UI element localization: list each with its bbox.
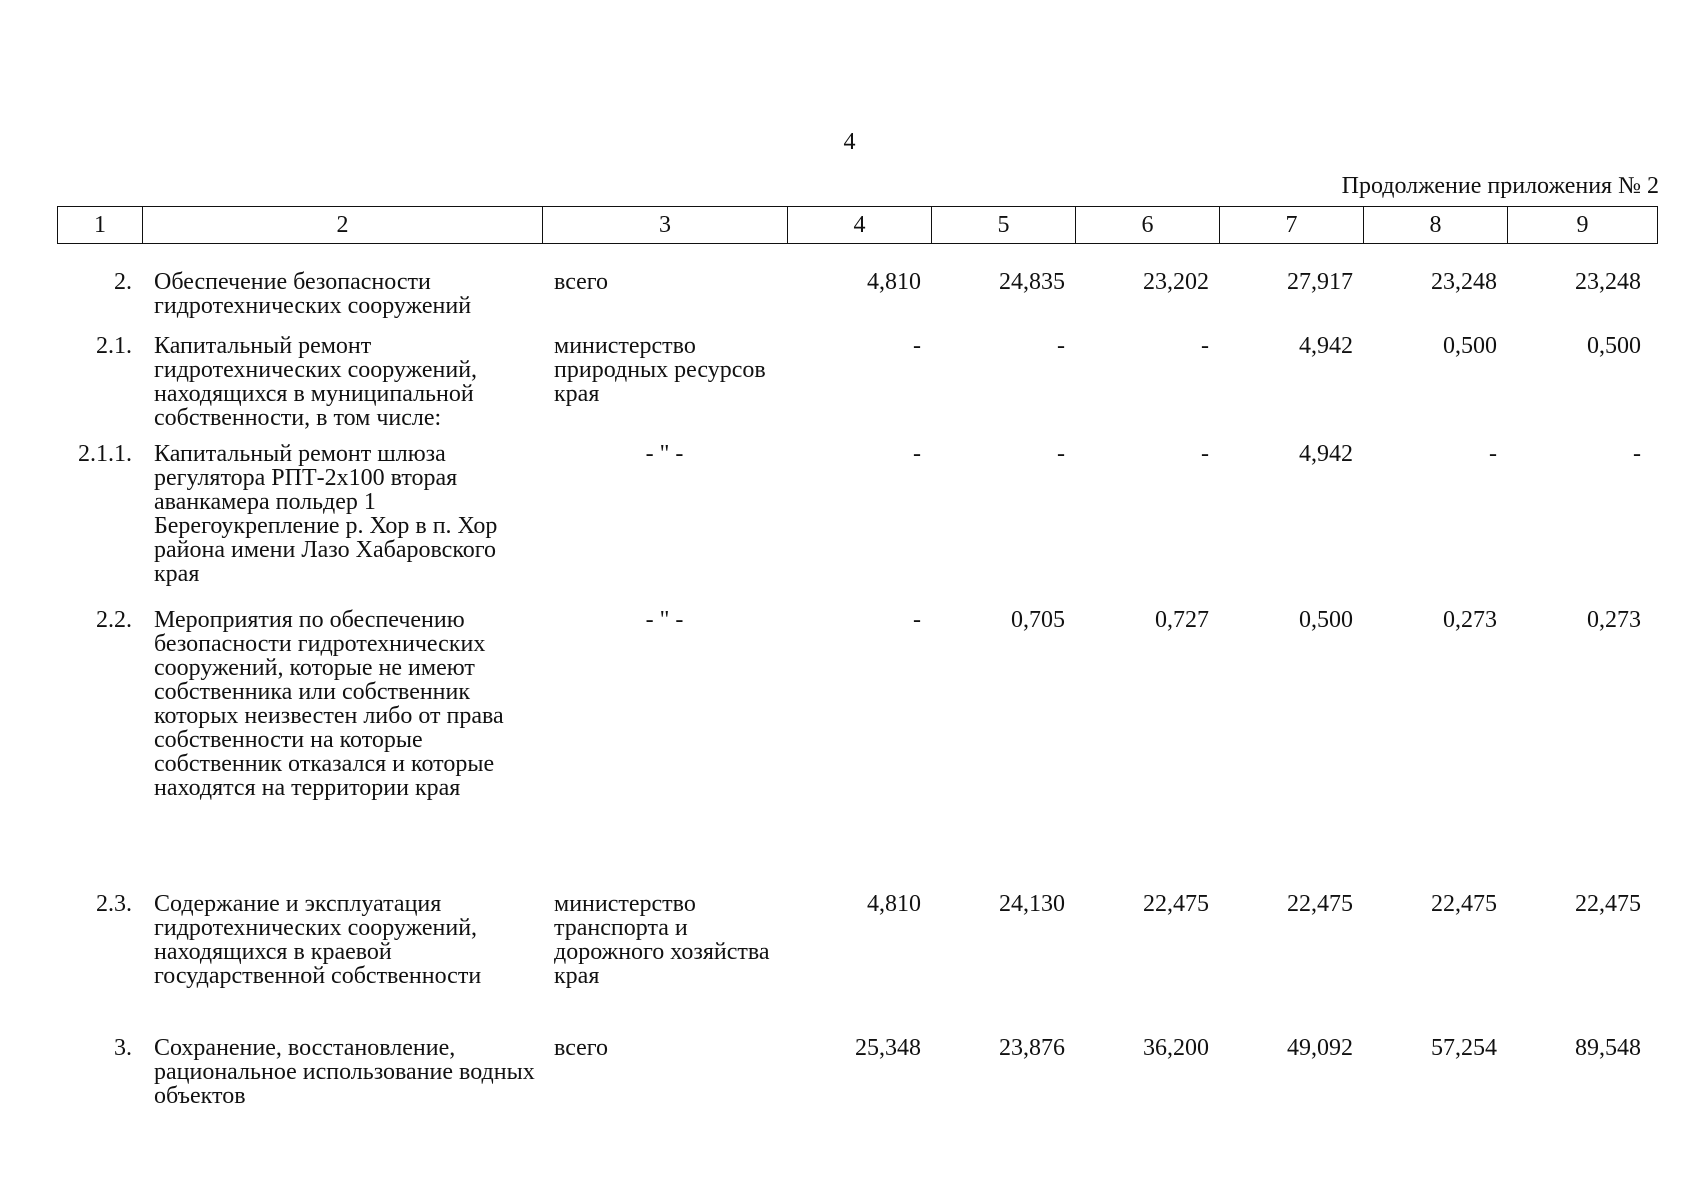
row-number: 2.1.: [96, 333, 132, 359]
row-value: -: [1057, 441, 1065, 467]
table-row: [57, 608, 1657, 892]
column-header: 5: [932, 207, 1076, 244]
row-value: -: [1057, 333, 1065, 359]
column-header: 8: [1364, 207, 1508, 244]
column-header: 3: [543, 207, 788, 244]
table-row: [57, 442, 1657, 608]
column-header: 6: [1076, 207, 1220, 244]
row-value: -: [1633, 441, 1641, 467]
row-value: 27,917: [1287, 269, 1353, 295]
row-value: 36,200: [1143, 1035, 1209, 1061]
row-value: 0,727: [1155, 607, 1209, 633]
table-row: [57, 270, 1657, 334]
row-name: Содержание и эксплуатация гидротехнических сооружений, находящихся в краевой государственной собственности: [154, 891, 482, 989]
row-value: -: [1489, 441, 1497, 467]
row-value: 22,475: [1431, 891, 1497, 917]
row-value: 89,548: [1575, 1035, 1641, 1061]
row-name: Мероприятия по обеспечению безопасности гидротехнических сооружений, которые не имеют собственника или собственник которых неизвестен либо от права собственности на которые собственник отказался и которые находятся на территории края: [154, 607, 504, 801]
column-header: 7: [1220, 207, 1364, 244]
row-value: 4,942: [1299, 333, 1353, 359]
row-value: 23,202: [1143, 269, 1209, 295]
continuation-label: Продолжение приложения № 2: [1341, 173, 1659, 199]
row-number: 2.2.: [96, 607, 132, 633]
row-number: 2.3.: [96, 891, 132, 917]
table-body: [57, 270, 1657, 1116]
row-value: -: [913, 441, 921, 467]
row-name: Сохранение, восстановление, рациональное использование водных объектов: [154, 1035, 535, 1109]
row-executor: - " -: [645, 607, 684, 633]
row-value: 22,475: [1575, 891, 1641, 917]
row-name: Капитальный ремонт гидротехнических сооружений, находящихся в муниципальной собственности, в том числе:: [154, 333, 478, 431]
row-number: 2.: [114, 269, 132, 295]
row-value: 0,273: [1443, 607, 1497, 633]
row-value: -: [1201, 333, 1209, 359]
row-name: Обеспечение безопасности гидротехнических сооружений: [154, 269, 472, 319]
table-row: [57, 1036, 1657, 1116]
row-value: 0,705: [1011, 607, 1065, 633]
row-executor: министерство транспорта и дорожного хозяйства края: [554, 891, 770, 989]
table-row: [57, 892, 1657, 1036]
row-value: 0,500: [1443, 333, 1497, 359]
row-value: 0,500: [1587, 333, 1641, 359]
row-executor: - " -: [645, 441, 684, 467]
row-value: 49,092: [1287, 1035, 1353, 1061]
column-header: 9: [1508, 207, 1658, 244]
row-value: 0,500: [1299, 607, 1353, 633]
row-value: 57,254: [1431, 1035, 1497, 1061]
row-executor: всего: [554, 269, 609, 295]
row-executor: министерство природных ресурсов края: [554, 333, 766, 407]
column-header: 4: [788, 207, 932, 244]
row-value: 25,348: [855, 1035, 921, 1061]
column-header: 2: [143, 207, 543, 244]
row-value: 4,810: [867, 269, 921, 295]
page-number: 4: [843, 129, 856, 155]
row-value: 22,475: [1143, 891, 1209, 917]
row-value: -: [913, 607, 921, 633]
row-value: 23,248: [1575, 269, 1641, 295]
row-value: 23,248: [1431, 269, 1497, 295]
row-value: 0,273: [1587, 607, 1641, 633]
row-value: 4,942: [1299, 441, 1353, 467]
row-value: -: [1201, 441, 1209, 467]
row-executor: всего: [554, 1035, 609, 1061]
row-value: 4,810: [867, 891, 921, 917]
row-value: 23,876: [999, 1035, 1065, 1061]
row-name: Капитальный ремонт шлюза регулятора РПТ-2х100 вторая аванкамера польдер 1 Берегоукрепление р. Хор в п. Хор района имени Лазо Хабаровского края: [154, 441, 498, 587]
column-header: 1: [58, 207, 143, 244]
row-value: -: [913, 333, 921, 359]
row-number: 2.1.1.: [78, 441, 132, 467]
row-value: 24,835: [999, 269, 1065, 295]
table-row: [57, 334, 1657, 442]
row-value: 24,130: [999, 891, 1065, 917]
column-number-header: [57, 206, 1658, 244]
row-number: 3.: [114, 1035, 132, 1061]
row-value: 22,475: [1287, 891, 1353, 917]
